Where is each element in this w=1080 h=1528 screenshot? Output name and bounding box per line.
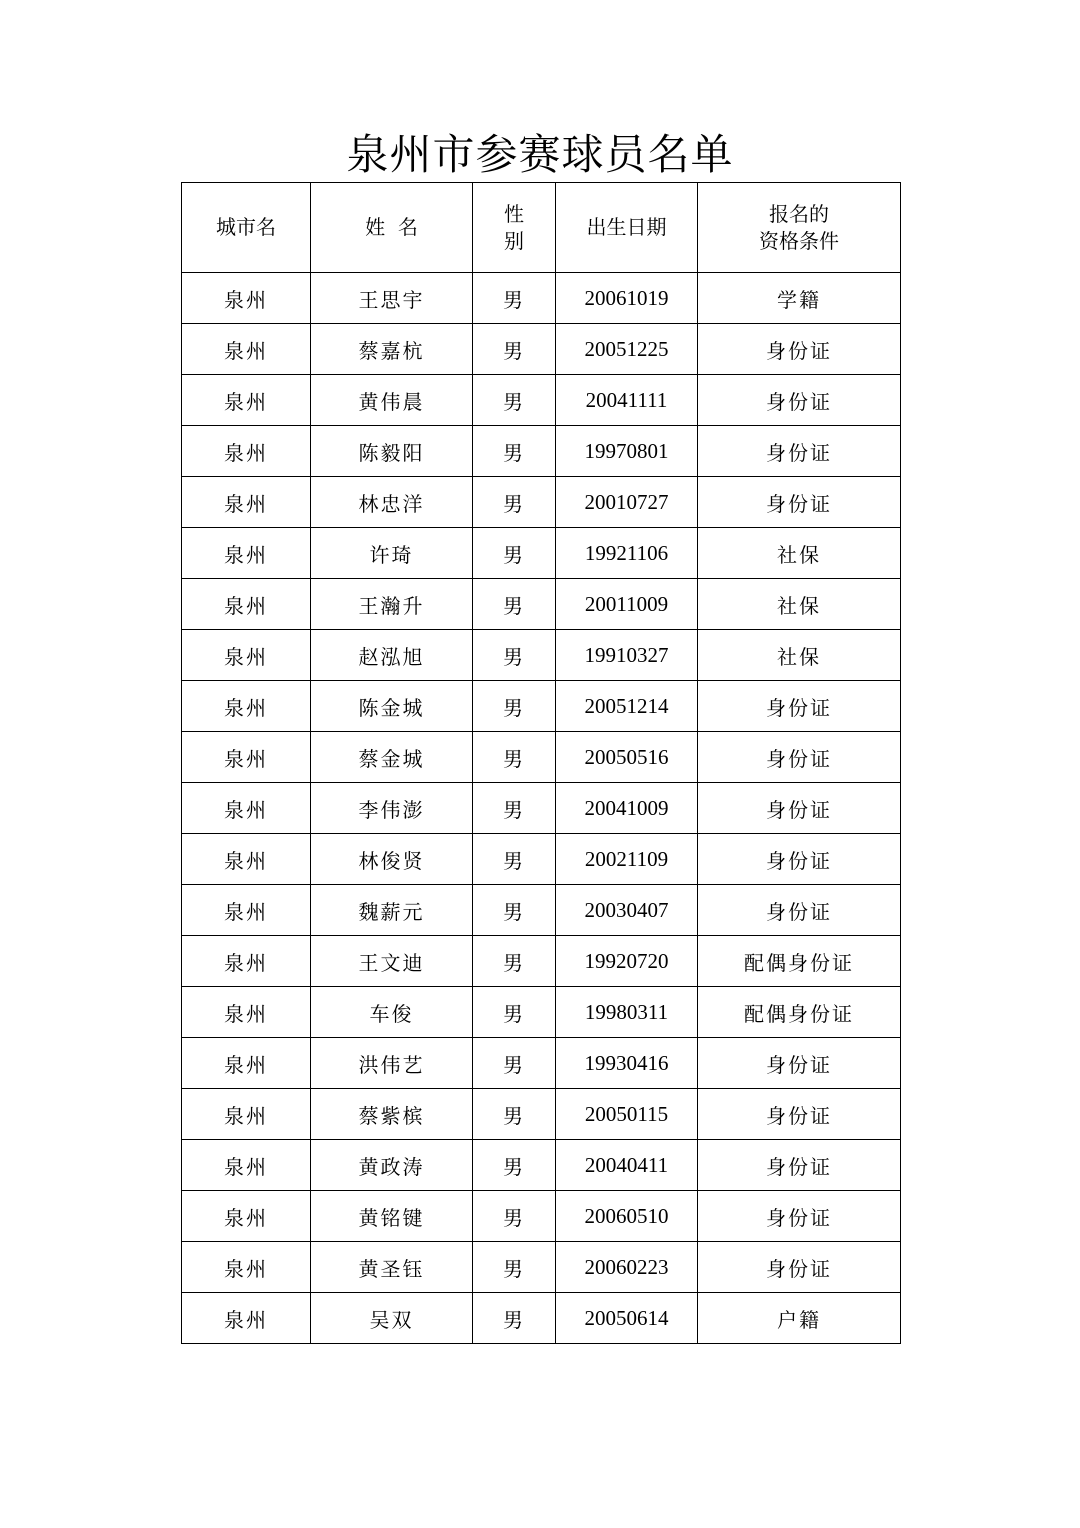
cell-birth-date: 20050614 <box>556 1293 698 1344</box>
cell-gender: 男 <box>473 324 556 375</box>
cell-birth-date: 20011009 <box>556 579 698 630</box>
cell-qualification: 户籍 <box>698 1293 901 1344</box>
cell-name: 黄铭键 <box>311 1191 473 1242</box>
table-row <box>182 375 901 426</box>
cell-gender: 男 <box>473 834 556 885</box>
cell-birth-date: 20040411 <box>556 1140 698 1191</box>
cell-gender: 男 <box>473 783 556 834</box>
cell-birth-date: 19980311 <box>556 987 698 1038</box>
cell-gender: 男 <box>473 1293 556 1344</box>
cell-name: 蔡金城 <box>311 732 473 783</box>
cell-gender: 男 <box>473 1191 556 1242</box>
cell-name: 蔡嘉杭 <box>311 324 473 375</box>
cell-city: 泉州 <box>182 834 311 885</box>
cell-qualification: 社保 <box>698 630 901 681</box>
cell-city: 泉州 <box>182 885 311 936</box>
cell-gender: 男 <box>473 528 556 579</box>
cell-qualification: 身份证 <box>698 834 901 885</box>
cell-gender: 男 <box>473 579 556 630</box>
cell-qualification: 身份证 <box>698 1089 901 1140</box>
cell-birth-date: 19910327 <box>556 630 698 681</box>
table-row <box>182 1038 901 1089</box>
cell-qualification: 配偶身份证 <box>698 987 901 1038</box>
cell-qualification: 身份证 <box>698 681 901 732</box>
cell-gender: 男 <box>473 375 556 426</box>
cell-birth-date: 20050115 <box>556 1089 698 1140</box>
cell-name: 王思宇 <box>311 273 473 324</box>
cell-name: 黄伟晨 <box>311 375 473 426</box>
cell-city: 泉州 <box>182 783 311 834</box>
cell-qualification: 身份证 <box>698 426 901 477</box>
header-city: 城市名 <box>182 183 311 273</box>
player-roster-table <box>181 182 901 1344</box>
cell-city: 泉州 <box>182 681 311 732</box>
table-row <box>182 1089 901 1140</box>
cell-birth-date: 20061019 <box>556 273 698 324</box>
table-row <box>182 477 901 528</box>
cell-city: 泉州 <box>182 1242 311 1293</box>
table-row <box>182 273 901 324</box>
header-name <box>311 183 473 273</box>
table-row <box>182 528 901 579</box>
cell-name: 洪伟艺 <box>311 1038 473 1089</box>
cell-name: 车俊 <box>311 987 473 1038</box>
cell-gender: 男 <box>473 987 556 1038</box>
table-row <box>182 681 901 732</box>
cell-qualification: 社保 <box>698 528 901 579</box>
cell-name: 陈毅阳 <box>311 426 473 477</box>
cell-gender: 男 <box>473 681 556 732</box>
table-row <box>182 324 901 375</box>
header-gender-line1: 性 <box>504 201 524 226</box>
cell-birth-date: 19921106 <box>556 528 698 579</box>
header-birth-date: 出生日期 <box>556 183 698 273</box>
cell-birth-date: 20051214 <box>556 681 698 732</box>
cell-city: 泉州 <box>182 375 311 426</box>
cell-city: 泉州 <box>182 426 311 477</box>
cell-name: 蔡紫槟 <box>311 1089 473 1140</box>
cell-qualification: 身份证 <box>698 783 901 834</box>
table-row <box>182 732 901 783</box>
cell-gender: 男 <box>473 1038 556 1089</box>
cell-name: 陈金城 <box>311 681 473 732</box>
table-row <box>182 426 901 477</box>
cell-name: 王瀚升 <box>311 579 473 630</box>
cell-birth-date: 19920720 <box>556 936 698 987</box>
cell-birth-date: 20060510 <box>556 1191 698 1242</box>
header-qualification-line1: 报名的 <box>769 201 829 226</box>
cell-birth-date: 20021109 <box>556 834 698 885</box>
cell-city: 泉州 <box>182 1191 311 1242</box>
cell-city: 泉州 <box>182 936 311 987</box>
cell-qualification: 身份证 <box>698 885 901 936</box>
cell-name: 黄圣钰 <box>311 1242 473 1293</box>
cell-city: 泉州 <box>182 987 311 1038</box>
cell-gender: 男 <box>473 732 556 783</box>
cell-qualification: 身份证 <box>698 1038 901 1089</box>
cell-birth-date: 20010727 <box>556 477 698 528</box>
cell-birth-date: 20041009 <box>556 783 698 834</box>
table-body <box>182 273 901 1344</box>
cell-city: 泉州 <box>182 579 311 630</box>
page-title: 泉州市参赛球员名单 <box>346 130 734 179</box>
cell-gender: 男 <box>473 426 556 477</box>
cell-qualification: 身份证 <box>698 375 901 426</box>
cell-name: 赵泓旭 <box>311 630 473 681</box>
cell-name: 李伟澎 <box>311 783 473 834</box>
cell-name: 黄政涛 <box>311 1140 473 1191</box>
table-row <box>182 987 901 1038</box>
cell-name: 林俊贤 <box>311 834 473 885</box>
cell-gender: 男 <box>473 273 556 324</box>
cell-city: 泉州 <box>182 1140 311 1191</box>
cell-gender: 男 <box>473 1089 556 1140</box>
cell-qualification: 身份证 <box>698 732 901 783</box>
cell-city: 泉州 <box>182 1089 311 1140</box>
cell-qualification: 社保 <box>698 579 901 630</box>
cell-city: 泉州 <box>182 324 311 375</box>
cell-name: 吴双 <box>311 1293 473 1344</box>
table-row <box>182 1140 901 1191</box>
table-row <box>182 834 901 885</box>
cell-qualification: 身份证 <box>698 1191 901 1242</box>
cell-qualification: 身份证 <box>698 1242 901 1293</box>
cell-birth-date: 20050516 <box>556 732 698 783</box>
cell-city: 泉州 <box>182 477 311 528</box>
table-header-row <box>182 183 901 273</box>
cell-gender: 男 <box>473 477 556 528</box>
cell-gender: 男 <box>473 630 556 681</box>
cell-city: 泉州 <box>182 1293 311 1344</box>
cell-gender: 男 <box>473 885 556 936</box>
cell-city: 泉州 <box>182 1038 311 1089</box>
cell-birth-date: 20060223 <box>556 1242 698 1293</box>
cell-birth-date: 20030407 <box>556 885 698 936</box>
table-row <box>182 885 901 936</box>
cell-name: 王文迪 <box>311 936 473 987</box>
cell-qualification: 身份证 <box>698 324 901 375</box>
cell-birth-date: 19930416 <box>556 1038 698 1089</box>
cell-name: 林忠洋 <box>311 477 473 528</box>
table-row <box>182 1293 901 1344</box>
table-row <box>182 1242 901 1293</box>
cell-qualification: 身份证 <box>698 1140 901 1191</box>
cell-gender: 男 <box>473 1242 556 1293</box>
cell-qualification: 身份证 <box>698 477 901 528</box>
cell-name: 魏薪元 <box>311 885 473 936</box>
cell-birth-date: 20051225 <box>556 324 698 375</box>
cell-qualification: 配偶身份证 <box>698 936 901 987</box>
table-row <box>182 579 901 630</box>
cell-city: 泉州 <box>182 528 311 579</box>
cell-birth-date: 19970801 <box>556 426 698 477</box>
cell-city: 泉州 <box>182 273 311 324</box>
cell-name: 许琦 <box>311 528 473 579</box>
header-gender-line2: 别 <box>504 228 524 253</box>
cell-city: 泉州 <box>182 732 311 783</box>
table-row <box>182 1191 901 1242</box>
header-name-label: 姓 名 <box>365 215 418 239</box>
table-row <box>182 936 901 987</box>
table-row <box>182 630 901 681</box>
cell-qualification: 学籍 <box>698 273 901 324</box>
table-row <box>182 783 901 834</box>
cell-city: 泉州 <box>182 630 311 681</box>
cell-gender: 男 <box>473 1140 556 1191</box>
header-gender <box>473 183 556 273</box>
header-qualification-line2: 资格条件 <box>759 228 839 253</box>
header-qualification <box>698 183 901 273</box>
cell-gender: 男 <box>473 936 556 987</box>
cell-birth-date: 20041111 <box>556 375 698 426</box>
